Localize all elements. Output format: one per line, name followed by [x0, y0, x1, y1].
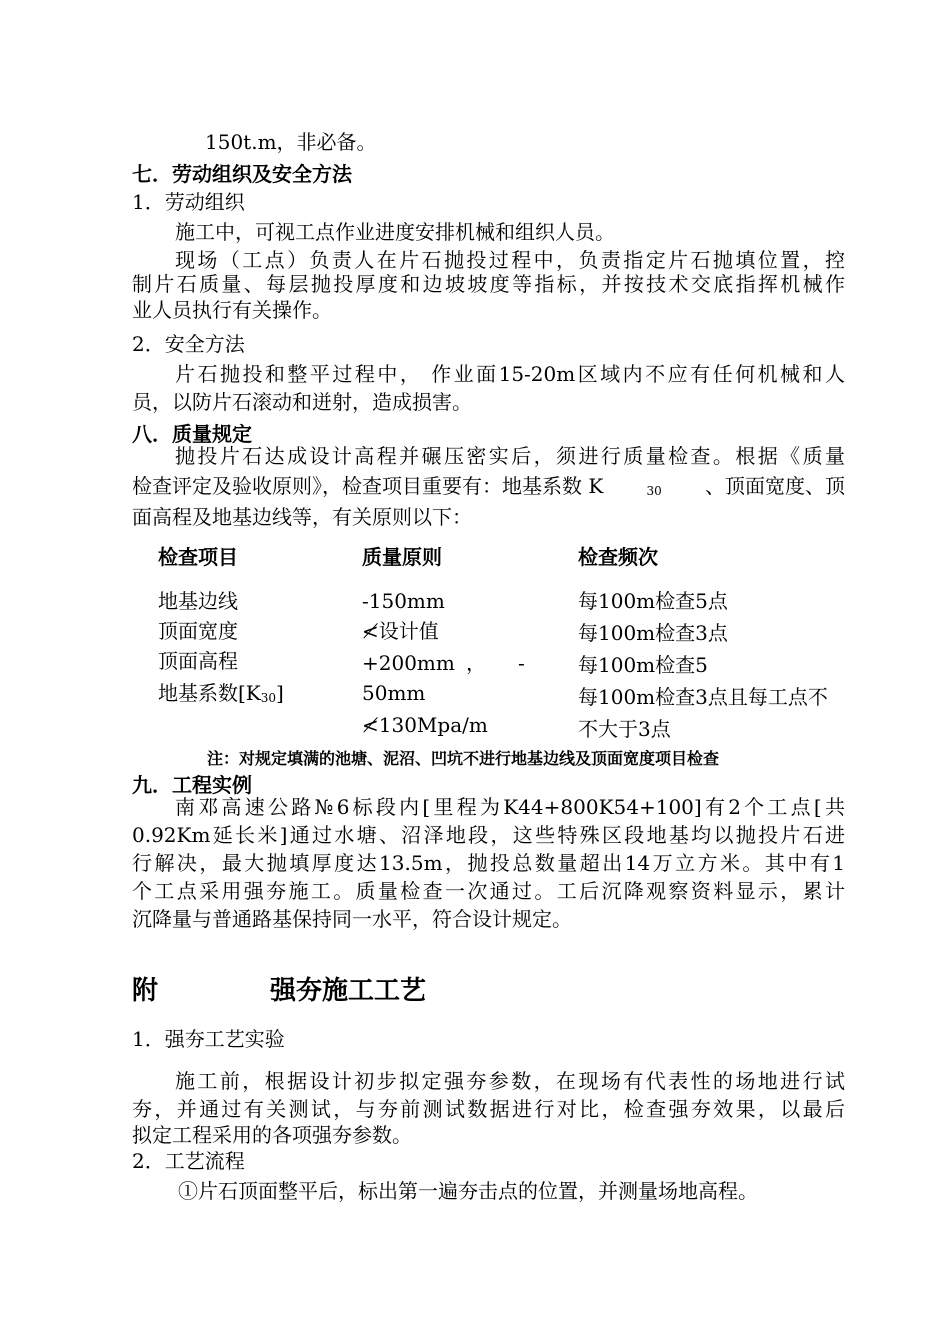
section-heading-7: 七．劳动组织及安全方法 — [132, 162, 352, 186]
paragraph-text: 、顶面宽度、顶 — [705, 474, 845, 498]
paragraph-line-with-subscript — [132, 471, 845, 506]
table-cell-separator: ， — [466, 651, 486, 675]
section-heading-8: 八．质量规定 — [132, 422, 252, 446]
paragraph-line: 南邓高速公路№6标段内[里程为K44+800K54+100]有2个工点[共 — [175, 795, 845, 819]
table-cell-standard: -150mm — [362, 589, 445, 613]
subsection-heading-labor: 1．劳动组织 — [132, 190, 245, 214]
paragraph-line: 0.92Km延长米]通过水塘、沼泽地段，这些特殊区段地基均以抛投片石进 — [132, 823, 845, 847]
paragraph-line: 施工前，根据设计初步拟定强夯参数，在现场有代表性的场地进行试 — [175, 1069, 845, 1093]
appendix-title: 强夯施工工艺 — [270, 976, 427, 1006]
paragraph-line: 制片石质量、每层抛投厚度和边坡坡度等指标，并按技术交底指挥机械作 — [132, 272, 845, 296]
paragraph-line: 行解决，最大抛填厚度达13.5m，抛投总数量超出14万立方米。其中有1 — [132, 851, 845, 875]
table-cell-frequency: 不大于3点 — [578, 717, 671, 741]
paragraph-line: 拟定工程采用的各项强夯参数。 — [132, 1123, 412, 1147]
subscript-text: 30 — [260, 691, 277, 705]
paragraph-line: 抛投片石达成设计高程并碾压密实后，须进行质量检查。根据《质量 — [175, 444, 845, 468]
table-header-frequency: 检查频次 — [578, 545, 658, 569]
table-cell-item: 顶面高程 — [158, 649, 238, 673]
table-cell-frequency: 每100m检查3点 — [578, 621, 728, 645]
paragraph-line: 个工点采用强夯施工。质量检查一次通过。工后沉降观察资料显示，累计 — [132, 879, 845, 903]
section-heading-9: 九．工程实例 — [132, 773, 252, 797]
table-header-standard: 质量原则 — [362, 545, 442, 569]
table-cell-standard: +200mm — [362, 651, 455, 675]
table-cell-frequency: 每100m检查3点且每工点不 — [578, 685, 828, 709]
table-cell-frequency: 每100m检查5点 — [578, 589, 728, 613]
paragraph-text: 检查评定及验收原则》，检查项目重要有：地基系数 K — [132, 474, 604, 498]
paragraph-line: 夯，并通过有关测试，与夯前测试数据进行对比，检查强夯效果，以最后 — [132, 1097, 845, 1121]
appendix-subsection-2: 2．工艺流程 — [132, 1149, 245, 1173]
subsection-heading-safety: 2．安全方法 — [132, 332, 245, 356]
table-cell-item — [158, 678, 284, 713]
subscript-text: 30 — [646, 484, 662, 498]
paragraph-line: 沉降量与普通路基保持同一水平，符合设计规定。 — [132, 907, 572, 931]
paragraph-line: ①片石顶面整平后，标出第一遍夯击点的位置，并测量场地高程。 — [178, 1179, 758, 1203]
appendix-subsection-1: 1．强夯工艺实验 — [132, 1027, 285, 1051]
paragraph-line: 现场（工点）负责人在片石抛投过程中，负责指定片石抛填位置，控 — [175, 248, 845, 272]
cell-text: ] — [276, 681, 284, 705]
cell-text: 地基系数[K — [158, 681, 261, 705]
table-cell-separator: - — [518, 651, 525, 675]
paragraph-line: 面高程及地基边线等，有关原则以下： — [132, 505, 472, 529]
paragraph-line: 片石抛投和整平过程中， 作业面15-20m区域内不应有任何机械和人 — [175, 362, 845, 386]
paragraph-line: 施工中，可视工点作业进度安排机械和组织人员。 — [175, 220, 615, 244]
paragraph-line: 业人员执行有关操作。 — [132, 298, 332, 322]
table-header-item: 检查项目 — [158, 545, 238, 569]
k30-subscript — [647, 471, 662, 506]
appendix-label: 附 — [132, 976, 159, 1006]
table-cell-standard: ≮设计值 — [362, 619, 439, 643]
table-cell-frequency: 每100m检查5 — [578, 653, 708, 677]
table-note: 注：对规定填满的池塘、泥沼、凹坑不进行地基边线及顶面宽度项目检查 — [207, 749, 720, 768]
table-cell-standard: ≮130Mpa/m — [362, 713, 488, 737]
continued-line: 150t.m，非必备。 — [205, 130, 377, 154]
paragraph-line: 员，以防片石滚动和迸射，造成损害。 — [132, 390, 472, 414]
table-cell-item: 顶面宽度 — [158, 619, 238, 643]
table-cell-standard: 50mm — [362, 681, 426, 705]
table-cell-item: 地基边线 — [158, 589, 238, 613]
